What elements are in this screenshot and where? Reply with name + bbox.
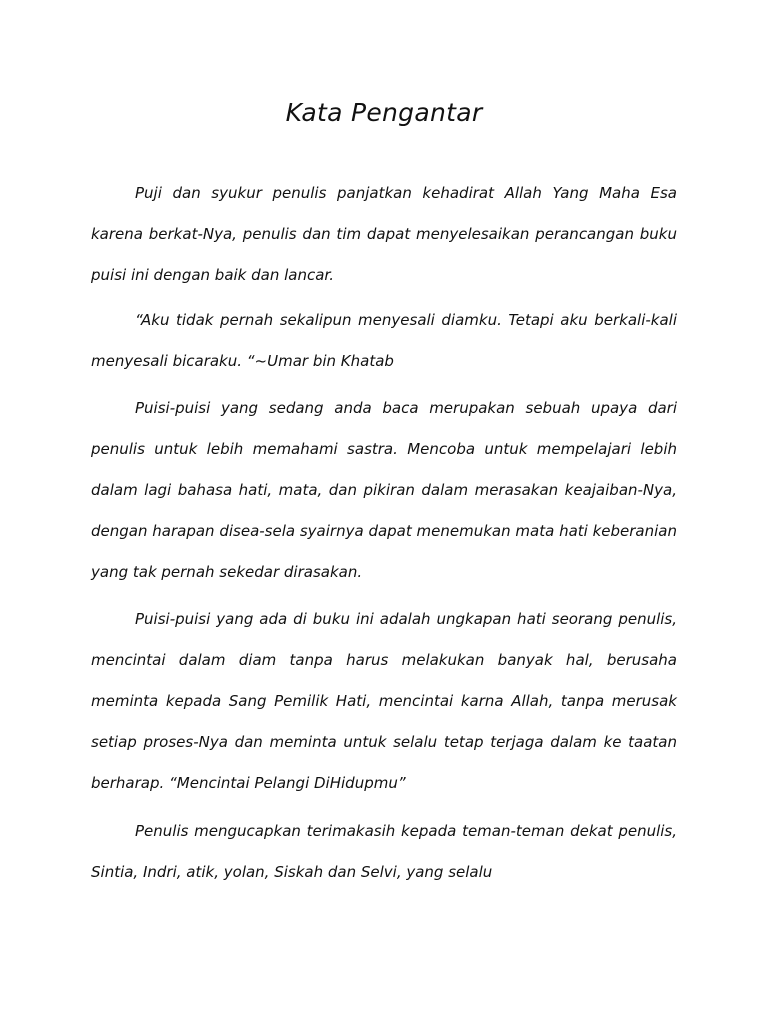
paragraph-purpose: Puisi-puisi yang sedang anda baca merupakan sebuah upaya dari penulis untuk lebih memahami sastra. Mencoba untuk mempelajari lebih dalam lagi bahasa hati, mata, dan pikiran dalam merasakan keajaiban-Nya, dengan harapan disea-sela syairnya dapat menemukan mata hati keberanian yang tak pernah sekedar dirasakan.: [91, 399, 677, 581]
document-body: [91, 173, 677, 893]
paragraph-opening: Puji dan syukur penulis panjatkan kehadirat Allah Yang Maha Esa karena berkat-Nya, penulis dan tim dapat menyelesaikan perancangan buku puisi ini dengan baik dan lancar.: [91, 184, 677, 284]
paragraph-thanks: Penulis mengucapkan terimakasih kepada teman-teman dekat penulis, Sintia, Indri, atik, yolan, Siskah dan Selvi, yang selalu: [91, 822, 677, 881]
paragraph-quote: “Aku tidak pernah sekalipun menyesali diamku. Tetapi aku berkali-kali menyesali bicaraku. “~Umar bin Khatab: [91, 311, 677, 370]
page-title: Kata Pengantar: [285, 98, 483, 127]
paragraph-content: Puisi-puisi yang ada di buku ini adalah ungkapan hati seorang penulis, mencintai dalam diam tanpa harus melakukan banyak hal, berusaha meminta kepada Sang Pemilik Hati, mencintai karna Allah, tanpa merusak setiap proses-Nya dan meminta untuk selalu tetap terjaga dalam ke taatan berharap. “Mencintai Pelangi DiHidupmu”: [91, 610, 677, 792]
